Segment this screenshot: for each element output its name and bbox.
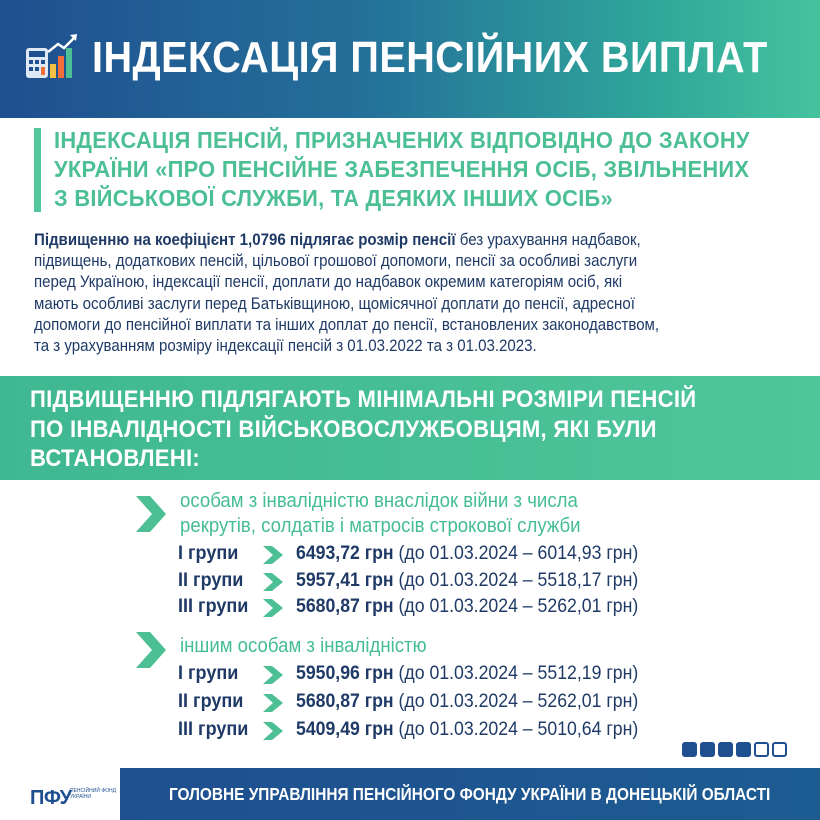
chevron-right-icon bbox=[262, 545, 284, 565]
pension-note: (до 01.03.2024 – 5262,01 грн) bbox=[393, 691, 639, 712]
header-banner bbox=[0, 0, 820, 118]
group-label: ІІІ групи bbox=[178, 596, 249, 617]
chevron-right-icon bbox=[262, 572, 284, 592]
pension-row bbox=[178, 690, 738, 714]
pension-amount: 5680,87 грн bbox=[296, 691, 394, 712]
group-label: ІІІ групи bbox=[178, 719, 249, 740]
logo-text: ПФУ bbox=[30, 787, 72, 809]
pension-value bbox=[296, 542, 638, 566]
pension-note: (до 01.03.2024 – 5262,01 грн) bbox=[393, 596, 639, 617]
chart-calculator-icon bbox=[24, 30, 80, 86]
page-dot bbox=[700, 742, 715, 757]
accent-bar bbox=[34, 128, 41, 212]
pension-value bbox=[296, 718, 638, 742]
footer-banner bbox=[120, 768, 820, 820]
chevron-right-icon bbox=[262, 665, 284, 685]
section-body bbox=[34, 230, 759, 357]
body-line: перед Україною, індексації пенсії, доплати до надбавок окремим категоріям осіб, які bbox=[34, 273, 623, 292]
pension-row bbox=[178, 718, 738, 742]
pension-amount: 5409,49 грн bbox=[296, 719, 394, 740]
band-line: ПІДВИЩЕННЮ ПІДЛЯГАЮТЬ МІНІМАЛЬНІ РОЗМІРИ ПЕНСІЙ bbox=[30, 386, 697, 413]
pension-value bbox=[296, 662, 638, 686]
pension-row bbox=[178, 662, 738, 686]
group-label: ІІ групи bbox=[178, 570, 244, 591]
pension-row bbox=[178, 595, 738, 619]
page-indicator bbox=[682, 742, 792, 758]
body-line: та з урахуванням розміру індексації пенсій з 01.03.2022 та з 01.03.2023. bbox=[34, 337, 537, 356]
pension-value bbox=[296, 595, 638, 619]
band-line: ПО ІНВАЛІДНОСТІ ВІЙСЬКОВОСЛУЖБОВЦЯМ, ЯКІ БУЛИ bbox=[30, 415, 657, 443]
pension-amount: 5950,96 грн bbox=[296, 663, 394, 684]
band-line: ВСТАНОВЛЕНІ: bbox=[30, 445, 201, 472]
page-dot bbox=[772, 742, 787, 757]
group-label: І групи bbox=[178, 663, 239, 684]
body-bold-text: Підвищенню на коефіцієнт 1,0796 підлягає розмір пенсії bbox=[34, 231, 456, 249]
pension-value bbox=[296, 569, 638, 593]
page-dot bbox=[682, 742, 697, 757]
body-line: підвищень, додаткових пенсій, цільової грошової допомоги, пенсії за особливі заслуги bbox=[34, 252, 638, 271]
group-heading-line: рекрутів, солдатів і матросів строкової служби bbox=[180, 515, 581, 537]
pension-row bbox=[178, 569, 738, 593]
section-title-line: УКРАЇНИ «ПРО ПЕНСІЙНЕ ЗАБЕЗПЕЧЕННЯ ОСІБ, ЗВІЛЬНЕНИХ bbox=[54, 156, 750, 182]
chevron-right-icon bbox=[262, 721, 284, 741]
page-dot bbox=[736, 742, 751, 757]
group-label: І групи bbox=[178, 543, 239, 564]
band-heading bbox=[30, 385, 748, 474]
pension-note: (до 01.03.2024 – 5010,64 грн) bbox=[393, 719, 639, 740]
pension-value bbox=[296, 690, 638, 714]
group-heading bbox=[180, 489, 581, 539]
section-title-line: ІНДЕКСАЦІЯ ПЕНСІЙ, ПРИЗНАЧЕНИХ ВІДПОВІДНО ДО ЗАКОНУ bbox=[54, 127, 750, 153]
pension-note: (до 01.03.2024 – 5512,19 грн) bbox=[393, 663, 639, 684]
footer-text-wrap bbox=[120, 768, 820, 820]
group-heading-line: іншим особам з інвалідністю bbox=[180, 635, 427, 657]
section-title bbox=[54, 126, 761, 213]
logo-subtext: ПЕНСІЙНИЙ ФОНД УКРАЇНИ bbox=[70, 788, 117, 800]
chevron-right-icon bbox=[134, 630, 168, 670]
pension-row bbox=[178, 542, 738, 566]
group-heading-line: особам з інвалідністю внаслідок війни з числа bbox=[180, 490, 578, 512]
body-line: допомоги до пенсійної виплати та інших доплат до пенсії, встановлених законодавством, bbox=[34, 315, 660, 334]
page-title: ІНДЕКСАЦІЯ ПЕНСІЙНИХ ВИПЛАТ bbox=[92, 33, 768, 82]
chevron-right-icon bbox=[262, 598, 284, 618]
body-text: без урахування надбавок, bbox=[455, 231, 641, 249]
section-title-line: З ВІЙСЬКОВОЇ СЛУЖБИ, ТА ДЕЯКИХ ІНШИХ ОСІБ» bbox=[54, 185, 613, 211]
footer-text: ГОЛОВНЕ УПРАВЛІННЯ ПЕНСІЙНОГО ФОНДУ УКРАЇНИ В ДОНЕЦЬКІЙ ОБЛАСТІ bbox=[169, 784, 771, 804]
body-line bbox=[34, 230, 759, 251]
pension-note: (до 01.03.2024 – 6014,93 грн) bbox=[393, 543, 639, 564]
page-dot bbox=[718, 742, 733, 757]
chevron-right-icon bbox=[262, 693, 284, 713]
page-dot bbox=[754, 742, 769, 757]
body-line: мають особливі заслуги перед Батьківщиною, щомісячної доплати до пенсії, адресної bbox=[34, 294, 635, 313]
pension-note: (до 01.03.2024 – 5518,17 грн) bbox=[393, 570, 639, 591]
chevron-right-icon bbox=[134, 494, 168, 534]
group-heading bbox=[180, 634, 427, 659]
group-label: ІІ групи bbox=[178, 691, 244, 712]
pension-amount: 6493,72 грн bbox=[296, 543, 394, 564]
pension-amount: 5957,41 грн bbox=[296, 570, 394, 591]
pfu-logo bbox=[30, 786, 120, 810]
pension-amount: 5680,87 грн bbox=[296, 596, 394, 617]
